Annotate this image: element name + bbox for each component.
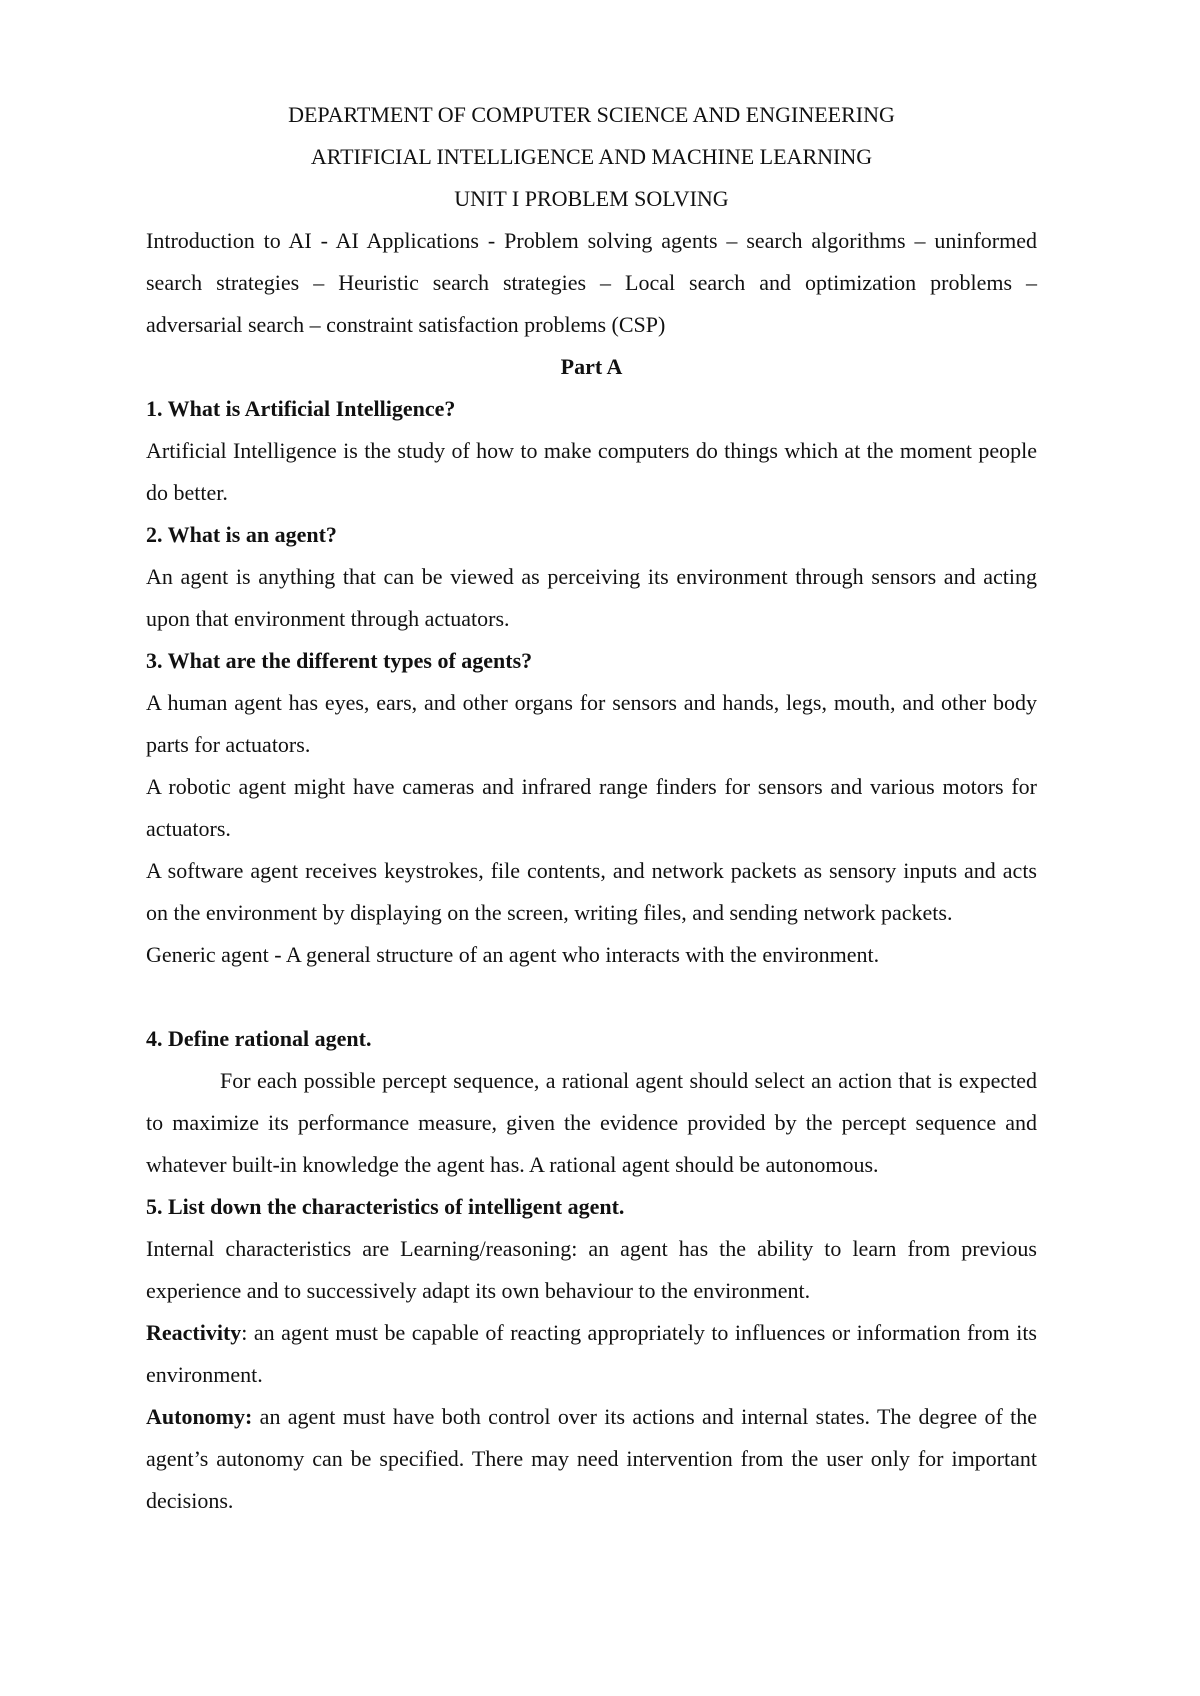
answer-3-software-agent: A software agent receives keystrokes, file contents, and network packets as sensory inputs and acts on the environment by displaying on the screen, writing files, and sending network packets.: [146, 858, 1037, 925]
answer-3-robotic-agent: A robotic agent might have cameras and infrared range finders for sensors and various motors for actuators.: [146, 774, 1037, 841]
part-title: Part A: [560, 354, 623, 379]
answer-5-reactivity: [146, 1312, 1037, 1396]
syllabus-paragraph: Introduction to AI - AI Applications - Problem solving agents – search algorithms – uninformed search strategies – Heuristic search strategies – Local search and optimization problems – adversarial search – constraint satisfaction problems (CSP): [146, 228, 1037, 337]
answer-3-generic-agent: Generic agent - A general structure of an agent who interacts with the environment.: [146, 942, 880, 967]
reactivity-term: Reactivity: [146, 1320, 242, 1345]
course-heading: ARTIFICIAL INTELLIGENCE AND MACHINE LEARNING: [310, 144, 873, 169]
answer-5-internal: Internal characteristics are Learning/reasoning: an agent has the ability to learn from previous experience and to successively adapt its own behaviour to the environment.: [146, 1236, 1037, 1303]
spacer: [146, 976, 1037, 1018]
reactivity-text: : an agent must be capable of reacting appropriately to influences or information from its environment.: [146, 1320, 1037, 1387]
answer-3-human-agent: A human agent has eyes, ears, and other organs for sensors and hands, legs, mouth, and other body parts for actuators.: [146, 690, 1037, 757]
autonomy-term: Autonomy:: [146, 1404, 253, 1429]
page-content: [146, 94, 1037, 1522]
question-2: 2. What is an agent?: [146, 522, 337, 547]
question-4: 4. Define rational agent.: [146, 1026, 372, 1051]
question-5: 5. List down the characteristics of intelligent agent.: [146, 1194, 625, 1219]
answer-5-autonomy: [146, 1396, 1037, 1522]
unit-heading: UNIT I PROBLEM SOLVING: [454, 186, 729, 211]
answer-2: An agent is anything that can be viewed as perceiving its environment through sensors and acting upon that environment through actuators.: [146, 564, 1037, 631]
question-1: 1. What is Artificial Intelligence?: [146, 396, 456, 421]
answer-4: For each possible percept sequence, a rational agent should select an action that is expected to maximize its performance measure, given the evidence provided by the percept sequence and whatever built-in knowledge the agent has. A rational agent should be autonomous.: [146, 1068, 1037, 1177]
answer-1: Artificial Intelligence is the study of how to make computers do things which at the moment people do better.: [146, 438, 1037, 505]
autonomy-text: an agent must have both control over its actions and internal states. The degree of the agent’s autonomy can be specified. There may need intervention from the user only for important decisions.: [146, 1404, 1037, 1513]
department-heading: DEPARTMENT OF COMPUTER SCIENCE AND ENGINEERING: [288, 102, 895, 127]
question-3: 3. What are the different types of agents?: [146, 648, 533, 673]
